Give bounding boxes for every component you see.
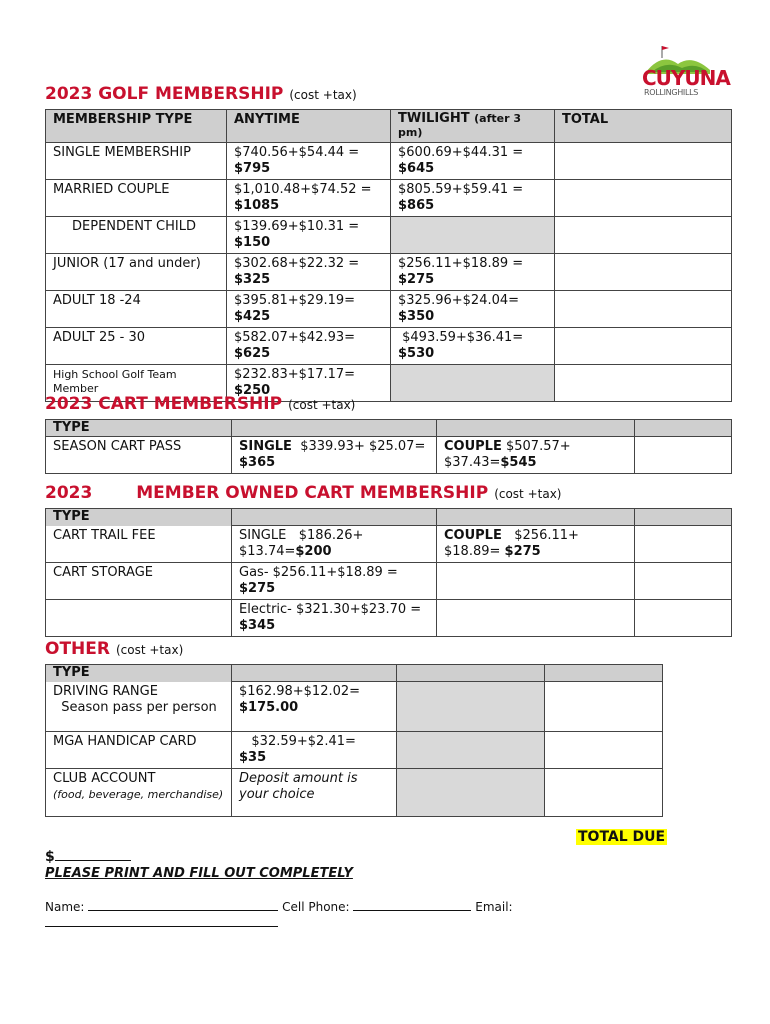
driving-range-cell: DRIVING RANGE Season pass per person <box>46 682 232 732</box>
email-label: Email: <box>475 900 513 914</box>
cart-section-title <box>45 394 355 414</box>
anytime-cell: $139.69+$10.31 = $150 <box>227 217 391 254</box>
membership-type: ADULT 25 - 30 <box>46 328 227 365</box>
phone-label: Cell Phone: <box>282 900 350 914</box>
driving-range-price-cell: $162.98+$12.02= $175.00 <box>232 682 397 732</box>
table-row <box>46 732 663 769</box>
total-cell[interactable] <box>555 180 732 217</box>
table-row <box>46 180 732 217</box>
name-field[interactable] <box>88 898 278 911</box>
table-row <box>46 254 732 291</box>
mga-price-cell: $32.59+$2.41= $35 <box>232 732 397 769</box>
cart-header-row <box>46 420 732 437</box>
owned-cart-section-title <box>45 483 561 503</box>
total-cell[interactable] <box>635 600 732 637</box>
email-field[interactable] <box>45 914 278 927</box>
instruction-text: PLEASE PRINT AND FILL OUT COMPLETELY <box>45 866 353 881</box>
table-row <box>46 328 732 365</box>
membership-type: JUNIOR (17 and under) <box>46 254 227 291</box>
owned-cart-title: MEMBER OWNED CART MEMBERSHIP <box>136 483 489 503</box>
owned-cart-year: 2023 <box>45 483 93 503</box>
cart-type: SEASON CART PASS <box>46 437 232 474</box>
total-cell[interactable] <box>635 437 732 474</box>
cart-membership-table <box>45 419 732 474</box>
total-due-label: TOTAL DUE <box>578 829 666 845</box>
logo-subtitle: ROLLINGHILLS <box>644 88 699 97</box>
golf-membership-table <box>45 109 732 402</box>
membership-type: DEPENDENT CHILD <box>46 217 227 254</box>
table-row <box>46 563 732 600</box>
anytime-cell: $1,010.48+$74.52 = $1085 <box>227 180 391 217</box>
total-cell[interactable] <box>555 143 732 180</box>
twilight-cell: $600.69+$44.31 = $645 <box>391 143 555 180</box>
total-cell[interactable] <box>555 365 732 402</box>
other-section-title <box>45 639 183 659</box>
golf-section-title <box>45 84 357 104</box>
anytime-cell: $740.56+$54.44 = $795 <box>227 143 391 180</box>
twilight-note: (after 3 pm) <box>398 112 521 139</box>
name-label: Name: <box>45 900 85 914</box>
table-row <box>46 437 732 474</box>
anytime-cell: $232.83+$17.17= $250 <box>227 365 391 402</box>
cart-title: 2023 CART MEMBERSHIP <box>45 394 283 414</box>
table-row <box>46 291 732 328</box>
trail-couple-cell: COUPLE $256.11+ $18.89= $275 <box>437 526 635 563</box>
table-row <box>46 217 732 254</box>
golf-note: (cost +tax) <box>289 88 357 102</box>
twilight-cell-disabled <box>391 365 555 402</box>
table-row <box>46 769 663 817</box>
membership-type: ADULT 18 -24 <box>46 291 227 328</box>
cart-note: (cost +tax) <box>288 398 356 412</box>
table-row <box>46 143 732 180</box>
golf-header-row <box>46 110 732 143</box>
membership-type-header: MEMBERSHIP TYPE <box>46 110 227 143</box>
other-note: (cost +tax) <box>115 643 184 657</box>
contact-line <box>45 898 513 914</box>
other-header-row <box>46 665 663 682</box>
anytime-cell: $395.81+$29.19= $425 <box>227 291 391 328</box>
total-cell[interactable] <box>555 254 732 291</box>
total-cell[interactable] <box>555 291 732 328</box>
table-row <box>46 600 732 637</box>
owned-cart-table <box>45 508 732 637</box>
other-title: OTHER <box>45 639 110 659</box>
owned-cart-type-header: TYPE <box>46 509 232 526</box>
twilight-header <box>391 110 555 143</box>
cart-type-header: TYPE <box>46 420 232 437</box>
cart-couple-cell: COUPLE $507.57+ $37.43=$545 <box>437 437 635 474</box>
owned-cart-type: CART TRAIL FEE <box>46 526 232 563</box>
club-account-cell: CLUB ACCOUNT (food, beverage, merchandise) <box>46 769 232 817</box>
anytime-header: ANYTIME <box>227 110 391 143</box>
twilight-label: TWILIGHT <box>398 111 470 126</box>
total-header: TOTAL <box>555 110 732 143</box>
total-cell[interactable] <box>555 328 732 365</box>
total-cell[interactable] <box>555 217 732 254</box>
table-row <box>46 682 663 732</box>
twilight-cell: $256.11+$18.89 = $275 <box>391 254 555 291</box>
anytime-cell: $582.07+$42.93= $625 <box>227 328 391 365</box>
logo <box>642 44 730 102</box>
twilight-cell: $805.59+$59.41 = $865 <box>391 180 555 217</box>
total-cell[interactable] <box>545 732 663 769</box>
storage-electric-cell: Electric- $321.30+$23.70 = $345 <box>232 600 437 637</box>
table-row <box>46 526 732 563</box>
phone-field[interactable] <box>353 898 471 911</box>
club-deposit-cell: Deposit amount is your choice <box>232 769 397 817</box>
total-due-field[interactable]: $ <box>45 848 131 865</box>
storage-gas-cell: Gas- $256.11+$18.89 = $275 <box>232 563 437 600</box>
owned-cart-type: CART STORAGE <box>46 563 232 600</box>
membership-type: MARRIED COUPLE <box>46 180 227 217</box>
cart-single-cell: SINGLE $339.93+ $25.07= $365 <box>232 437 437 474</box>
mga-cell: MGA HANDICAP CARD <box>46 732 232 769</box>
membership-type: High School Golf Team Member <box>46 365 227 402</box>
total-cell[interactable] <box>545 682 663 732</box>
twilight-cell: $493.59+$36.41= $530 <box>391 328 555 365</box>
other-type-header: TYPE <box>46 665 232 682</box>
total-cell[interactable] <box>545 769 663 817</box>
trail-single-cell: SINGLE $186.26+ $13.74=$200 <box>232 526 437 563</box>
anytime-cell: $302.68+$22.32 = $325 <box>227 254 391 291</box>
other-table <box>45 664 663 817</box>
total-cell[interactable] <box>635 526 732 563</box>
owned-cart-note: (cost +tax) <box>494 487 562 501</box>
twilight-cell: $325.96+$24.04= $350 <box>391 291 555 328</box>
membership-type: SINGLE MEMBERSHIP <box>46 143 227 180</box>
total-cell[interactable] <box>635 563 732 600</box>
golf-title: 2023 GOLF MEMBERSHIP <box>45 84 284 104</box>
logo-name: CUYUNA <box>642 66 730 90</box>
twilight-cell-disabled <box>391 217 555 254</box>
owned-cart-header-row <box>46 509 732 526</box>
